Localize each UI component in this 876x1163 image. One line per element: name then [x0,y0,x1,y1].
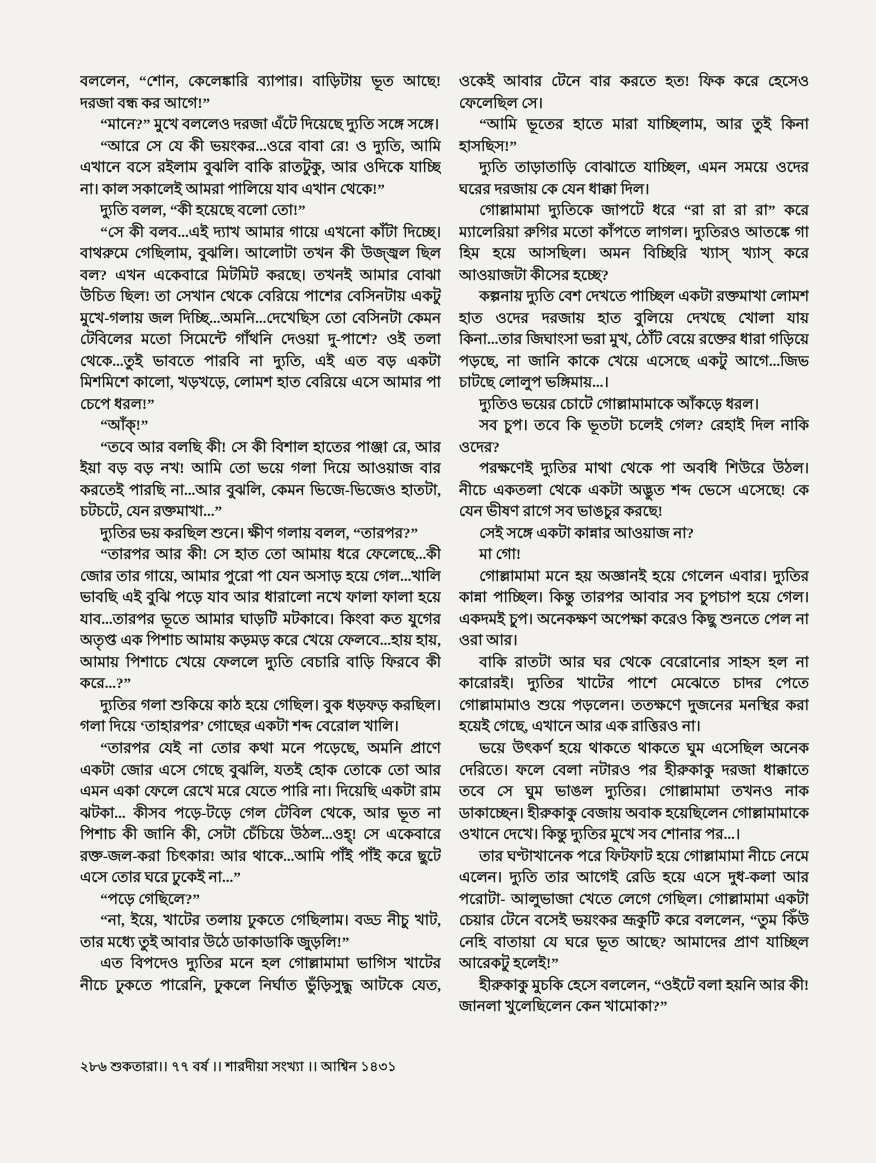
left-text-column [80,72,441,1038]
paragraph: “আমি ভূতের হাতে মারা যাচ্ছিলাম, আর তুই কিনা হাসছিস!” [459,117,809,155]
paragraph: পরক্ষণেই দ্যুতির মাথা থেকে পা অবধি শিউরে উঠল। নীচে একতলা থেকে একটা অদ্ভুত শব্দ ভেসে এসেছে! কে যেন ভীষণ রাগে সব ভাঙচুর করছে! [459,461,809,521]
paragraph: দ্যুতির গলা শুকিয়ে কাঠ হয়ে গেছিল। বুক ধড়ফড় করছিল। গলা দিয়ে ‘তাহারপর’ গোছের একটা শব্দ বেরোল খালি। [80,697,441,736]
paragraph: কল্পনায় দ্যুতি বেশ দেখতে পাচ্ছিল একটা রক্তমাখা লোমশ হাত ওদের দরজায় হাত বুলিয়ে দেখছে খোলা যায় কিনা...তার জিঘাংসা ভরা মুখ, ঠোঁট বেয়ে রক্তের ধারা গড়িয়ে পড়ছে, না জানি কাকে খেয়ে এসেছে একটু আগে...জিভ চাটছে লোলুপ ভঙ্গিমায়...। [459,289,809,392]
paragraph: সব চুপ। তবে কি ভূতটা চলেই গেল? রেহাই দিল নাকি ওদের? [459,418,809,456]
paragraph: মা গো! [479,547,521,564]
paragraph: দ্যুতিও ভয়ের চোটে গোল্লামামাকে আঁকড়ে ধরল। [479,396,759,413]
paragraph: “আরে সে যে কী ভয়ংকর...ওরে বাবা রে! ও দ্যুতি, আমি এখানে বসে রইলাম বুঝলি বাকি রাতটুকু, আর ওদিকে যাচ্ছি না। কাল সকালেই আমরা পালিয়ে যাব এখান থেকে!” [80,138,441,198]
paragraph: তার ঘণ্টাখানেক পরে ফিটফাট হয়ে গোল্লামামা নীচে নেমে এলেন। দ্যুতি তার আগেই রেডি হয়ে এসে দুধ-কলা আর পরোটা- আলুভাজা খেতে লেগে গেছিল। গোল্লামামা একটা চেয়ার টেনে বসেই ভয়ংকর ভ্রূকুটি করে বললেন, “তুম কিঁউ নেহি বাতায়া যে ঘরে ভূত আছে? আমাদের প্রাণ যাচ্ছিল আরেকটু হলেই!” [459,848,809,973]
paragraph: “না, ইয়ে, খাটের তলায় ঢুকতে গেছিলাম। বড্ড নীচু খাট, তার মধ্যে তুই আবার উঠে ডাকাডাকি জুড়লি!” [80,913,441,951]
paragraph: বাকি রাতটা আর ঘর থেকে বেরোনোর সাহস হল না কারোরই। দ্যুতির খাটের পাশে মেঝেতে চাদর পেতে গোল্লামামাও শুয়ে পড়লেন। ততক্ষণে দুজনের মনস্থির করা হয়েই গেছে, এখানে আর এক রাত্তিরও না। [459,654,809,736]
paragraph: “তবে আর বলছি কী! সে কী বিশাল হাতের পাঞ্জা রে, আর ইয়া বড় বড় নখ! আমি তো ভয়ে গলা দিয়ে আওয়াজ বার করতেই পারছি না...আর বুঝলি, কেমন ভিজে-ভিজেও হাতটা, চটচটে, যেন রক্তমাখা...” [80,439,441,521]
paragraph: বললেন, “শোন, কেলেঙ্কারি ব্যাপার। বাড়িটায় ভূত আছে! দরজা বন্ধ কর আগে!” [80,74,441,112]
paragraph: “পড়ে গেছিলে?” [100,891,200,908]
paragraph: গোল্লামামা দ্যুতিকে জাপটে ধরে “রা রা রা রা” করে ম্যালেরিয়া রুগির মতো কাঁপতে লাগল। দ্যুতিরও আতঙ্কে গা হিম হয়ে আসছিল। অমন বিচ্ছিরি খ্যাস্ খ্যাস্ করে আওয়াজটা কীসের হচ্ছে? [459,203,809,284]
paragraph: হীরুকাকু মুচকি হেসে বললেন, “ওইটে বলা হয়নি আর কী! জানলা খুলেছিলেন কেন খামোকা?” [459,977,809,1016]
page-footer: ২৮৬ শুকতারা।। ৭৭ বর্ষ ।। শারদীয়া সংখ্যা ।। আশ্বিন ১৪৩১ [80,1059,397,1074]
paragraph: গোল্লামামা মনে হয় অজ্ঞানই হয়ে গেলেন এবার। দ্যুতির কান্না পাচ্ছিল। কিন্তু তারপর আবার সব চুপচাপ হয়ে গেল। একদমই চুপ। অনেকক্ষণ অপেক্ষা করেও কিছু শুনতে পেল না ওরা আর। [459,568,809,650]
paragraph: “আঁক্!” [100,418,149,435]
paragraph: “তারপর যেই না তোর কথা মনে পড়েছে, অমনি প্রাণে একটা জোর এসে গেছে বুঝলি, যতই হোক তোকে তো আর এমন একা ফেলে রেখে মরে যেতে পারি না। দিয়েছি একটা রাম ঝটকা... কীসব পড়ে-টড়ে গেল টেবিল থেকে, আর ভূত না পিশাচ কী জানি কী, সেটা চেঁচিয়ে উঠল...ওহ্! সে একেবারে রক্ত-জল-করা চিৎকার! আর থাকে...আমি পাঁই পাঁই করে ছুটে এসে তোর ঘরে ঢুকেই না...” [80,740,441,887]
paragraph: “মানে?” মুখে বললেও দরজা এঁটে দিয়েছে দ্যুতি সঙ্গে সঙ্গে। [100,117,439,134]
paragraph: ভয়ে উৎকর্ণ হয়ে থাকতে থাকতে ঘুম এসেছিল অনেক দেরিতে। ফলে বেলা নটারও পর হীরুকাকু দরজা ধাক্কাতে তবে সে ঘুম ভাঙল দ্যুতির। গোল্লামামা তখনও নাক ডাকাচ্ছেন। হীরুকাকু বেজায় অবাক হয়েছিলেন গোল্লামামাকে ওখানে দেখে। কিন্তু দ্যুতির মুখে সব শোনার পর...। [459,740,809,844]
paragraph: ওকেই আবার টেনে বার করতে হত! ফিক করে হেসেও ফেলেছিল সে। [459,74,809,112]
paragraph: সেই সঙ্গে একটা কান্নার আওয়াজ না? [479,525,695,542]
paragraph: দ্যুতির ভয় করছিল শুনে। ক্ষীণ গলায় বলল, “তারপর?” [100,525,419,542]
paragraph: দ্যুতি বলল, “কী হয়েছে বলো তো!” [100,203,306,220]
right-text-column [459,72,809,1038]
paragraph: এত বিপদেও দ্যুতির মনে হল গোল্লামামা ভাগিস খাটের নীচে ঢুকতে পারেনি, ঢুকলে নির্ঘাত ভুঁড়িসুদ্ধু আটকে যেত, [80,956,441,994]
paragraph: “সে কী বলব...এই দ্যাখ আমার গায়ে এখনো কাঁটা দিচ্ছে। বাথরুমে গেছিলাম, বুঝলি। আলোটা তখন কী উজ্জ্বল ছিল বল? এখন একেবারে মিটমিট করছে। তখনই আমার বোঝা উচিত ছিল! তা সেখান থেকে বেরিয়ে পাশের বেসিনটায় একটু মুখে-গলায় জল দিচ্ছি...অমনি...দেখেছিস তো বেসিনটা কেমন টেবিলের মতো সিমেন্টে গাঁথনি দেওয়া দু-পাশে? ওই তলা থেকে...তুই ভাবতে পারবি না দ্যুতি, এই এত বড় একটা মিশমিশে কালো, খড়খড়ে, লোমশ হাত বেরিয়ে এসে আমার পা চেপে ধরল!” [80,224,441,413]
paragraph: দ্যুতি তাড়াতাড়ি বোঝাতে যাচ্ছিল, এমন সময়ে ওদের ঘরের দরজায় কে যেন ধাক্কা দিল। [459,160,809,198]
paragraph: “তারপর আর কী! সে হাত তো আমায় ধরে ফেলেছে...কী জোর তার গায়ে, আমার পুরো পা যেন অসাড় হয়ে গেল...খালি ভাবছি এই বুঝি পড়ে যাব আর ধারালো নখে ফালা ফালা হয়ে যাব...তারপর ভূতে আমার ঘাড়টি মটকাবে। কিংবা কত যুগের অতৃপ্ত এক পিশাচ আমায় কড়মড় করে খেয়ে ফেলবে...হায় হায়, আমায় পিশাচে খেয়ে ফেললে দ্যুতি বেচারি বাড়ি ফিরবে কী করে...?” [80,547,441,693]
